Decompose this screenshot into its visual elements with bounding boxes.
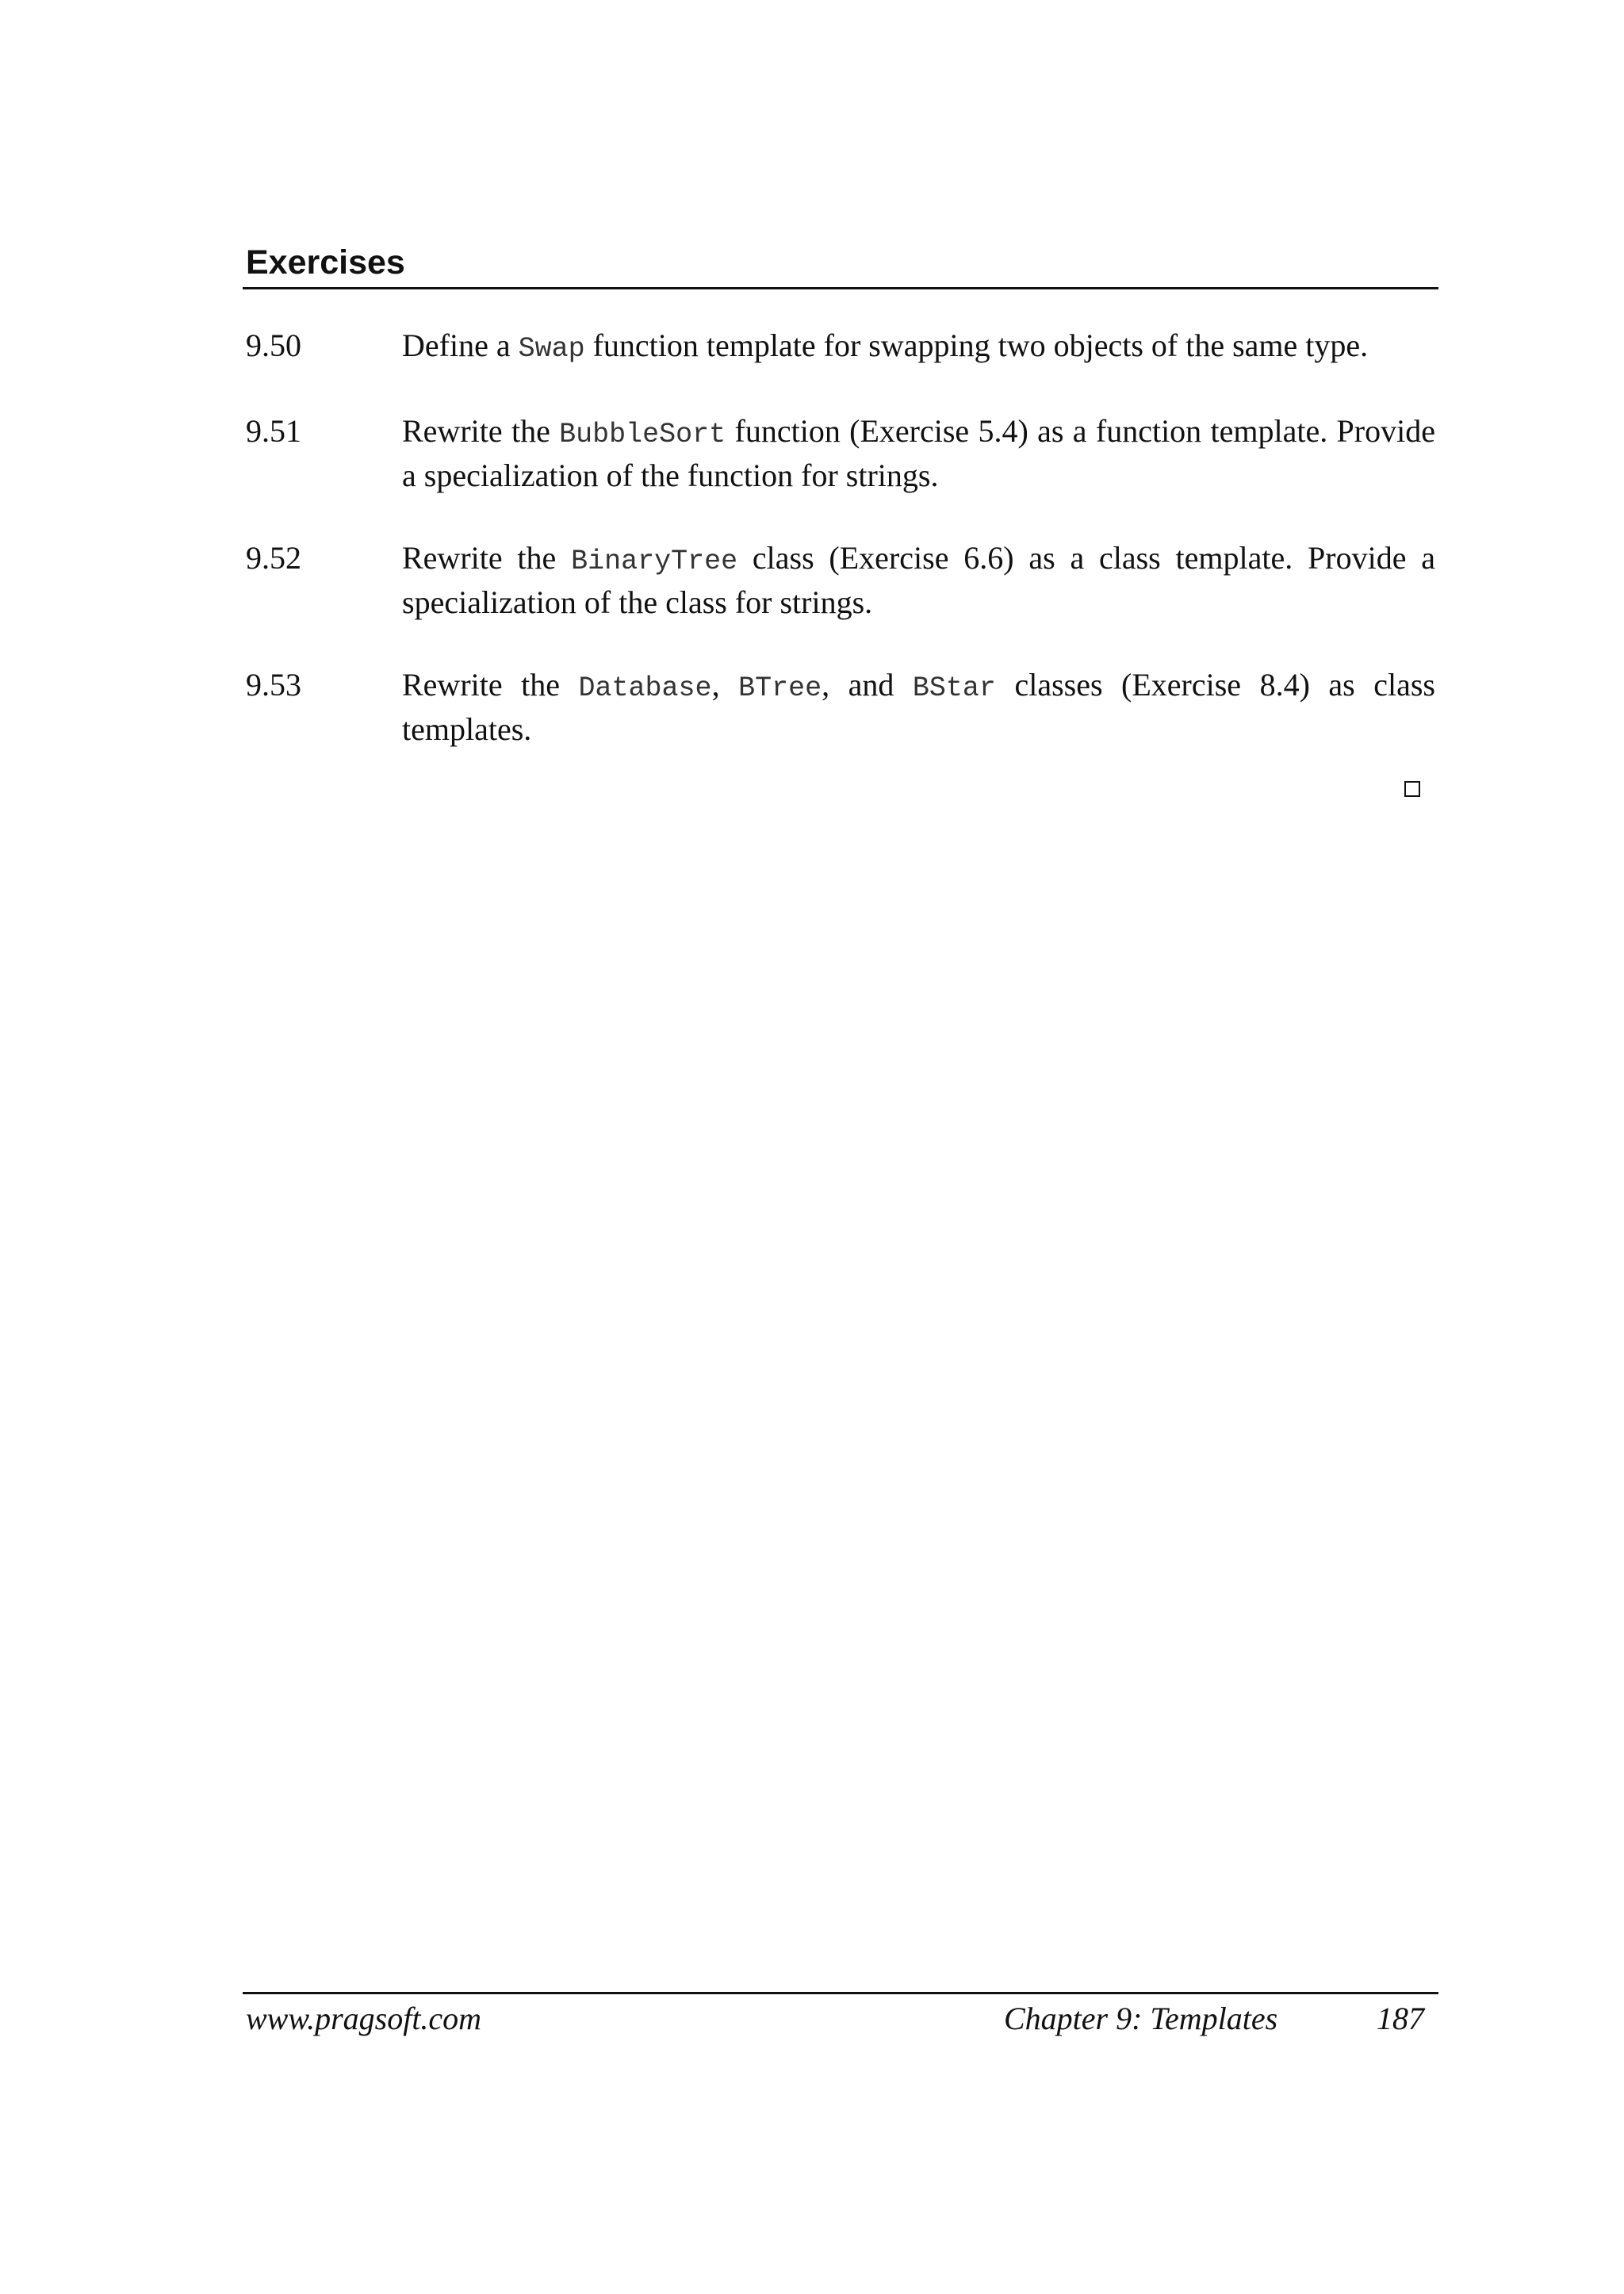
section-title: Exercises — [246, 243, 405, 281]
exercise-text-run: class (Exercise 6.6) as a class template. Provide a specialization of the class for strings. — [402, 540, 1435, 620]
exercise-item — [246, 538, 1435, 623]
title-rule — [243, 287, 1438, 289]
exercise-number: 9.53 — [246, 667, 301, 703]
footer-rule — [243, 1992, 1438, 1994]
code-identifier: BubbleSort — [559, 419, 726, 450]
exercise-text — [402, 664, 1435, 750]
exercise-number: 9.50 — [246, 327, 301, 363]
code-identifier: BinaryTree — [571, 546, 738, 577]
exercise-item — [246, 411, 1435, 496]
end-of-section-box-icon — [1404, 781, 1420, 797]
exercise-list — [246, 325, 1435, 791]
exercise-text-run: , — [711, 667, 739, 703]
code-identifier: BStar — [912, 672, 996, 704]
exercise-text-run: function template for swapping two objects of the same type. — [584, 327, 1369, 363]
exercise-text-run: Rewrite the — [402, 540, 572, 576]
exercise-item — [246, 664, 1435, 750]
code-identifier: Swap — [518, 333, 585, 365]
exercise-text-run: Rewrite the — [402, 667, 579, 703]
footer-page-number: 187 — [1377, 2001, 1424, 2036]
footer-chapter: Chapter 9: Templates — [1004, 2001, 1278, 2036]
exercise-text-run: Define a — [402, 327, 519, 363]
exercise-text — [402, 538, 1435, 623]
exercise-text-run: function (Exercise 5.4) as a function template. Provide a specialization of the function for strings. — [402, 413, 1435, 493]
exercise-text-run: , and — [822, 667, 913, 703]
exercise-number: 9.51 — [246, 413, 301, 449]
exercise-text-run: Rewrite the — [402, 413, 560, 449]
exercise-text — [402, 325, 1435, 370]
exercise-item — [246, 325, 1435, 370]
footer-website: www.pragsoft.com — [246, 2001, 482, 2036]
code-identifier: BTree — [738, 672, 822, 704]
exercise-text-run: classes (Exercise 8.4) as class templates. — [402, 667, 1435, 747]
exercise-text — [402, 411, 1435, 496]
exercise-number: 9.52 — [246, 540, 301, 576]
code-identifier: Database — [578, 672, 712, 704]
